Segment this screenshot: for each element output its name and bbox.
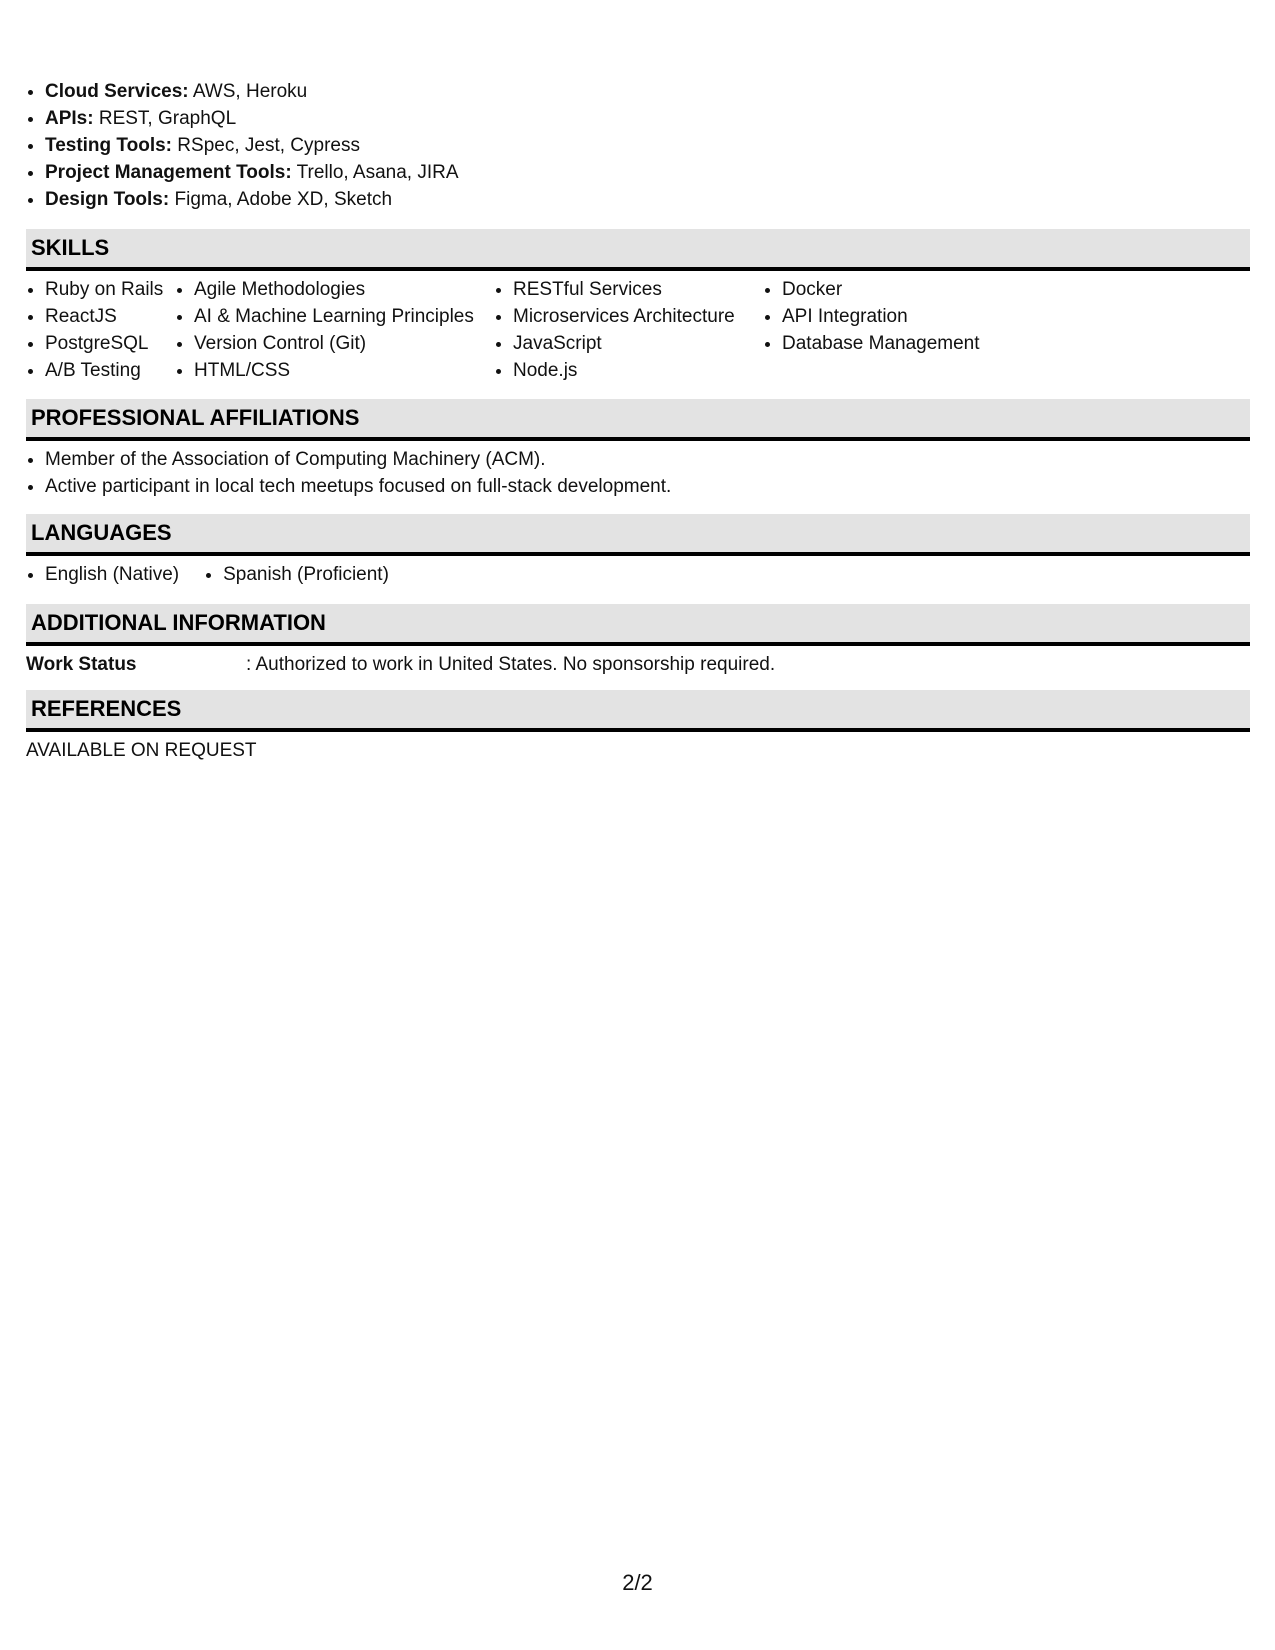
- tool-value: Figma, Adobe XD, Sketch: [169, 189, 393, 210]
- section-heading: LANGUAGES: [26, 514, 1250, 556]
- skill-item: • API Integration: [782, 303, 1032, 330]
- references-section: [26, 690, 1250, 770]
- section-heading: ADDITIONAL INFORMATION: [26, 604, 1250, 646]
- work-status-row: [26, 651, 775, 678]
- skill-item: • ReactJS: [45, 303, 175, 330]
- tool-item-design: [45, 186, 459, 213]
- skills-column: [26, 276, 175, 384]
- skill-item: • Version Control (Git): [194, 330, 494, 357]
- section-heading: PROFESSIONAL AFFILIATIONS: [26, 399, 1250, 441]
- section-heading: REFERENCES: [26, 690, 1250, 732]
- skills-columns: [26, 276, 1032, 384]
- languages-list: [26, 561, 389, 588]
- work-status-value: : Authorized to work in United States. No sponsorship required.: [246, 654, 776, 675]
- tool-value: AWS, Heroku: [188, 81, 308, 102]
- tool-item-cloud: [45, 78, 459, 105]
- skill-item: • Microservices Architecture: [513, 303, 763, 330]
- additional-info-section: [26, 604, 1250, 684]
- skill-item: • Ruby on Rails: [45, 276, 175, 303]
- skill-item: • HTML/CSS: [194, 357, 494, 384]
- affiliations-section: [26, 399, 1250, 499]
- skills-column: [494, 276, 763, 384]
- skills-column: [763, 276, 1032, 384]
- tool-label: APIs:: [45, 108, 94, 129]
- skill-item: • JavaScript: [513, 330, 763, 357]
- affiliations-list: [26, 446, 671, 500]
- languages-section: [26, 514, 1250, 594]
- tool-value: REST, GraphQL: [93, 108, 237, 129]
- tool-value: RSpec, Jest, Cypress: [172, 135, 360, 156]
- skill-item: • AI & Machine Learning Principles: [194, 303, 494, 330]
- skill-item: • A/B Testing: [45, 357, 175, 384]
- tool-label: Design Tools:: [45, 189, 170, 210]
- affiliation-item: • Active participant in local tech meetups focused on full-stack development.: [45, 473, 671, 500]
- skill-item: • Docker: [782, 276, 1032, 303]
- language-item: • English (Native): [45, 561, 179, 588]
- language-item: • Spanish (Proficient): [223, 561, 389, 588]
- affiliation-item: • Member of the Association of Computing Machinery (ACM).: [45, 446, 671, 473]
- page-number: 2/2: [622, 1570, 653, 1595]
- skill-item: • Database Management: [782, 330, 1032, 357]
- skill-item: • Agile Methodologies: [194, 276, 494, 303]
- work-status-label: Work Status: [26, 654, 137, 675]
- skills-column: [175, 276, 494, 384]
- skills-section: [26, 229, 1250, 389]
- tool-item-apis: [45, 105, 459, 132]
- references-text: AVAILABLE ON REQUEST: [26, 740, 257, 761]
- tool-item-testing: [45, 132, 459, 159]
- tool-value: Trello, Asana, JIRA: [291, 162, 459, 183]
- tool-item-pm: [45, 159, 459, 186]
- skill-item: • Node.js: [513, 357, 763, 384]
- skill-item: • PostgreSQL: [45, 330, 175, 357]
- tool-label: Cloud Services:: [45, 81, 189, 102]
- tool-label: Project Management Tools:: [45, 162, 292, 183]
- tools-list: [26, 78, 459, 213]
- section-heading: SKILLS: [26, 229, 1250, 271]
- tool-label: Testing Tools:: [45, 135, 173, 156]
- skill-item: • RESTful Services: [513, 276, 763, 303]
